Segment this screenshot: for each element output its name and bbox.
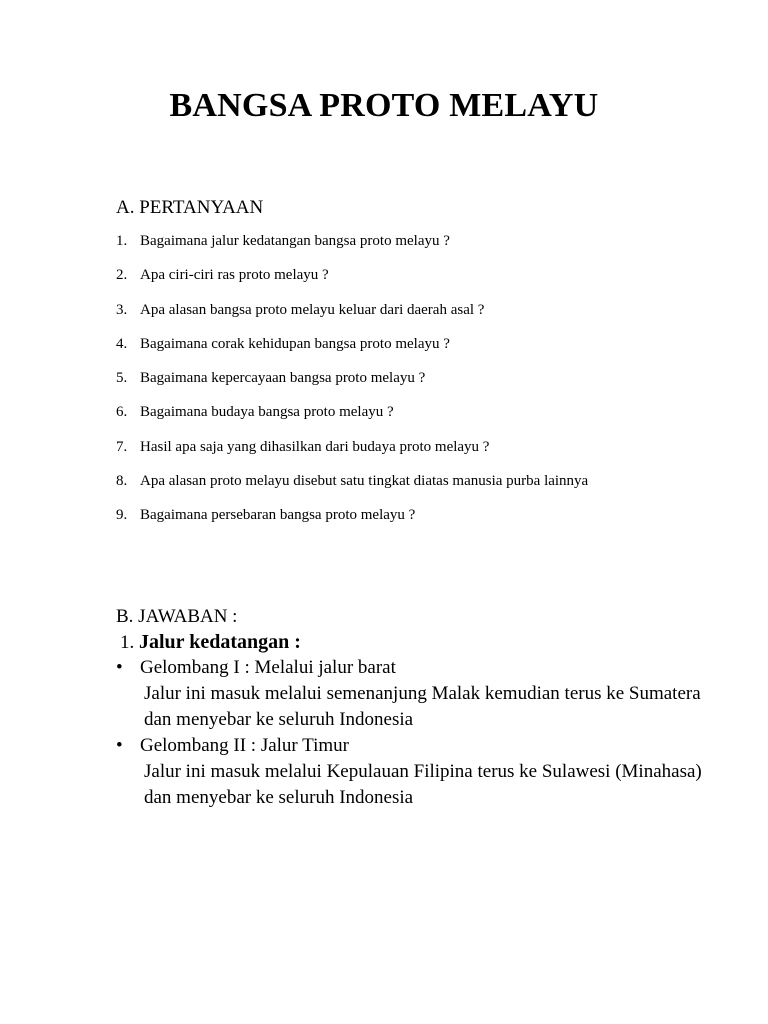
question-number: 2. — [116, 267, 128, 284]
bullet-item — [116, 655, 716, 733]
question-number: 4. — [116, 335, 128, 352]
question-number: 8. — [116, 473, 128, 490]
question-number: 7. — [116, 438, 128, 455]
question-number: 1. — [116, 233, 128, 249]
bullet-description: Jalur ini masuk melalui Kepulauan Filipina terus ke Sulawesi (Minahasa) dan menyebar ke seluruh Indonesia — [144, 761, 702, 808]
questions-list — [116, 231, 676, 540]
question-item — [116, 231, 676, 252]
question-text: Apa alasan proto melayu disebut satu tingkat diatas manusia purba lainnya — [140, 473, 589, 490]
question-number: 5. — [116, 370, 128, 387]
question-item — [116, 368, 676, 389]
question-number: 6. — [116, 404, 128, 421]
question-item — [116, 471, 676, 492]
question-text: Bagaimana kepercayaan bangsa proto melayu ? — [140, 370, 426, 387]
bullet-description: Jalur ini masuk melalui semenanjung Malak kemudian terus ke Sumatera dan menyebar ke seluruh Indonesia — [144, 683, 701, 730]
bullet-label: Gelombang I : Melalui jalur barat — [140, 657, 396, 678]
question-item — [116, 437, 676, 458]
bullet-icon: • — [116, 735, 123, 756]
question-number: 3. — [116, 301, 128, 318]
answers-heading: B. JAWABAN : — [116, 606, 238, 627]
answers-bullet-list — [116, 655, 716, 811]
answer-subheading-title: Jalur kedatangan : — [139, 631, 301, 653]
bullet-icon: • — [116, 657, 123, 678]
question-item — [116, 334, 676, 355]
bullet-label: Gelombang II : Jalur Timur — [140, 735, 349, 756]
question-number: 9. — [116, 507, 128, 524]
answer-subheading-number: 1. — [120, 632, 135, 653]
question-text: Bagaimana budaya bangsa proto melayu ? — [140, 404, 394, 421]
question-text: Bagaimana corak kehidupan bangsa proto melayu ? — [140, 335, 450, 352]
bullet-item — [116, 733, 716, 811]
question-text: Bagaimana persebaran bangsa proto melayu ? — [140, 507, 416, 524]
question-text: Apa ciri-ciri ras proto melayu ? — [140, 267, 329, 284]
question-item — [116, 505, 676, 526]
question-item — [116, 265, 676, 286]
question-text: Apa alasan bangsa proto melayu keluar dari daerah asal ? — [140, 301, 485, 318]
document-title: BANGSA PROTO MELAYU — [169, 87, 599, 124]
question-text: Bagaimana jalur kedatangan bangsa proto melayu ? — [140, 233, 450, 249]
questions-heading: A. PERTANYAAN — [116, 197, 264, 218]
question-item — [116, 402, 676, 423]
question-item — [116, 300, 676, 321]
answer-subheading — [120, 629, 301, 656]
question-text: Hasil apa saja yang dihasilkan dari budaya proto melayu ? — [140, 438, 490, 455]
